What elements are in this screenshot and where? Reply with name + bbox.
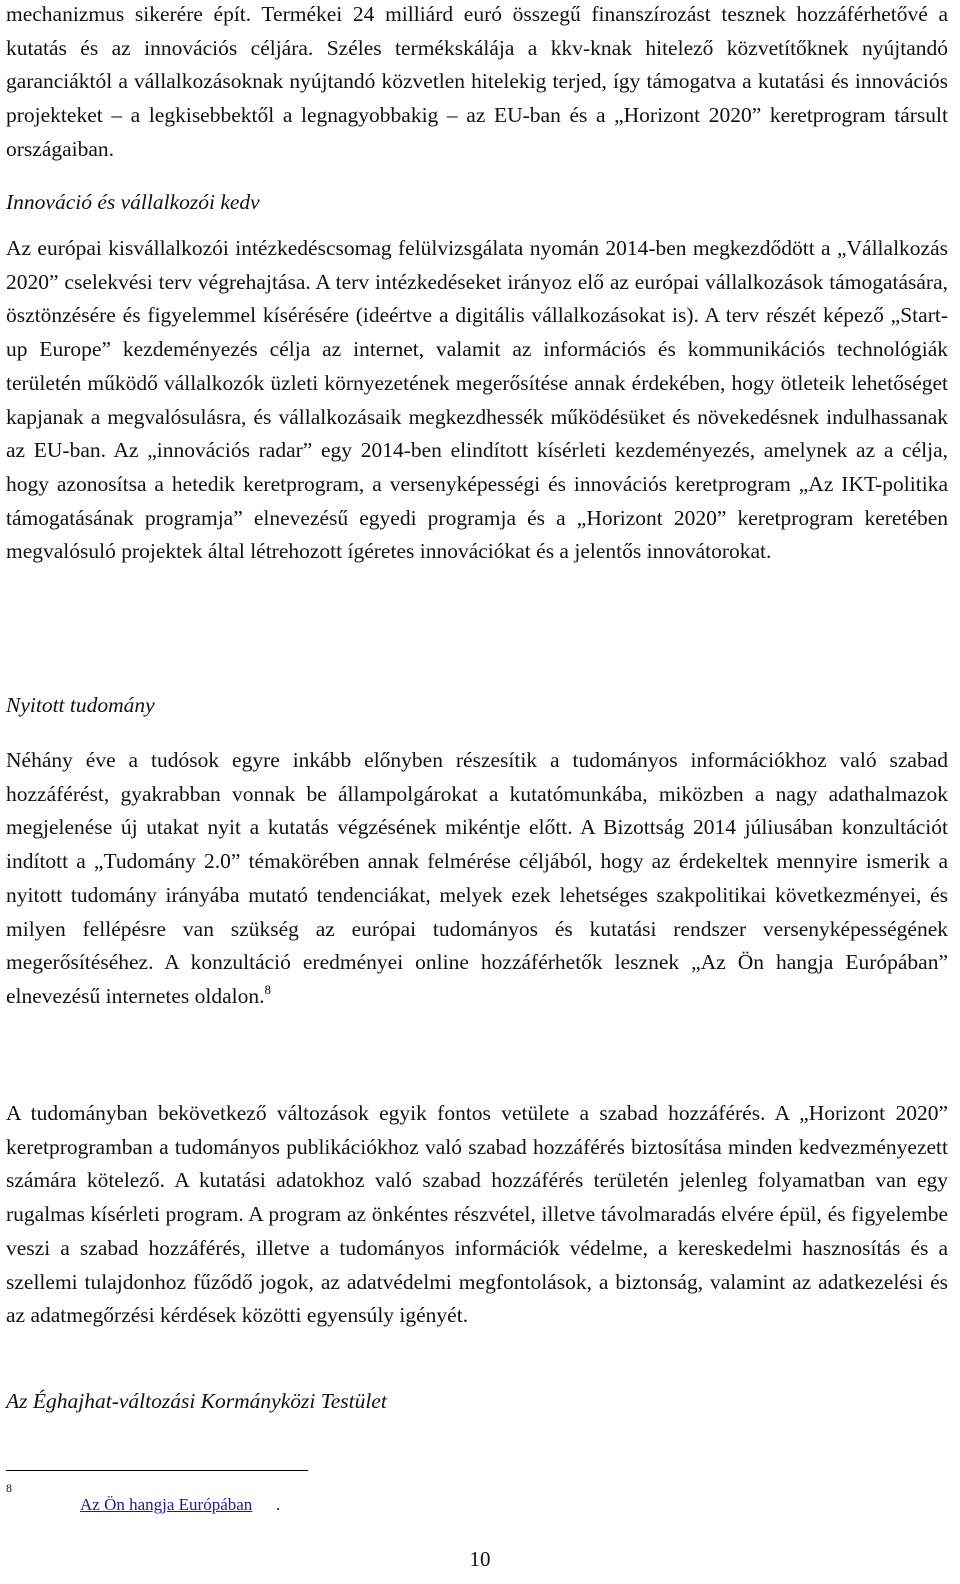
- heading-innovation: Innováció és vállalkozói kedv: [6, 190, 260, 214]
- paragraph-open-science-1: [6, 744, 948, 1014]
- heading-ipcc: Az Éghajhat-változási Kormányközi Testület: [6, 1389, 387, 1413]
- footnote-separator: [6, 1470, 308, 1471]
- paragraph-open-science-1-text: Néhány éve a tudósok egyre inkább előnyben részesítik a tudományos információkhoz való szabad hozzáférést, gyakrabban vonnak be állampolgárokat a kutatómunkába, miközben a nagy adathalmazok megjelenése új utakat nyit a kutatás végzésének mikéntje előtt. A Bizottság 2014 júliusában konzultációt indított a „Tudomány 2.0” témakörében annak felmérése céljából, hogy az érdekeltek mennyire ismerik a nyitott tudomány irányába mutató tendenciákat, melyek ezek lehetséges szakpolitikai következményei, és milyen fellépésre van szükség az európai tudományos és kutatási rendszer versenyképességének megerősítéséhez. A konzultáció eredményei online hozzáférhetők lesznek „Az Ön hangja Európában” elnevezésű internetes oldalon.: [6, 748, 948, 1008]
- footnote-reference[interactable]: 8: [264, 981, 271, 997]
- footnote-link[interactable]: Az Ön hangja Európában: [80, 1495, 253, 1514]
- footnote-period: .: [276, 1495, 281, 1514]
- footnote-number: 8: [6, 1481, 12, 1495]
- paragraph-innovation: Az európai kisvállalkozói intézkedéscsomag felülvizsgálata nyomán 2014-ben megkezdődött a „Vállalkozás 2020” cselekvési terv végrehajtása. A terv intézkedéseket irányoz elő az európai vállalkozások támogatására, ösztönzésére és figyelemmel kísérésére (ideértve a digitális vállalkozásokat is). A terv részét képező „Start-up Europe” kezdeményezés célja az internet, valamit az információs és kommunikációs technológiák területén működő vállalkozók üzleti környezetének megerősítése annak érdekében, hogy ötleteik lehetőséget kapjanak a megvalósulásra, és vállalkozásaik megkezdhessék működésüket és növekedésnek indulhassanak az EU-ban. Az „innovációs radar” egy 2014-ben elindított kísérleti kezdeményezés, amelynek az a célja, hogy azonosítsa a hetedik keretprogram, a versenyképességi és innovációs keretprogram „Az IKT-politika támogatásának programja” elnevezésű egyedi programja és a „Horizont 2020” keretprogram keretében megvalósuló projektek által létrehozott ígéretes innovációkat és a jelentős innovátorokat.: [6, 236, 948, 564]
- heading-open-science: Nyitott tudomány: [6, 693, 155, 717]
- paragraph-intro: mechanizmus sikerére épít. Termékei 24 milliárd euró összegű finanszírozást tesznek hozzáférhetővé a kutatás és az innovációs céljára. Széles termékskálája a kkv-knak hitelező közvetítőknek nyújtandó garanciáktól a vállalkozásoknak nyújtandó közvetlen hitelekig terjed, így támogatva a kutatási és innovációs projekteket – a legkisebbektől a legnagyobbakig – az EU-ban és a „Horizont 2020” keretprogram társult országaiban.: [6, 2, 948, 161]
- paragraph-open-science-2: A tudományban bekövetkező változások egyik fontos vetülete a szabad hozzáférés. A „Horizont 2020” keretprogramban a tudományos publikációkhoz való szabad hozzáférés biztosítása minden kedvezményezett számára kötelező. A kutatási adatokhoz való szabad hozzáférés területén jelenleg folyamatban van egy rugalmas kísérleti program. A program az önkéntes részvétel, illetve távolmaradás elvére épül, és figyelembe veszi a szabad hozzáférés, illetve a tudományos információk védelme, a kereskedelmi hasznosítás és a szellemi tulajdonhoz fűződő jogok, az adatvédelmi megfontolások, a biztonság, valamint az adatkezelési és az adatmegőrzési kérdések közötti egyensúly igényét.: [6, 1101, 948, 1328]
- footnote: [6, 1481, 606, 1521]
- page-number: 10: [469, 1547, 491, 1571]
